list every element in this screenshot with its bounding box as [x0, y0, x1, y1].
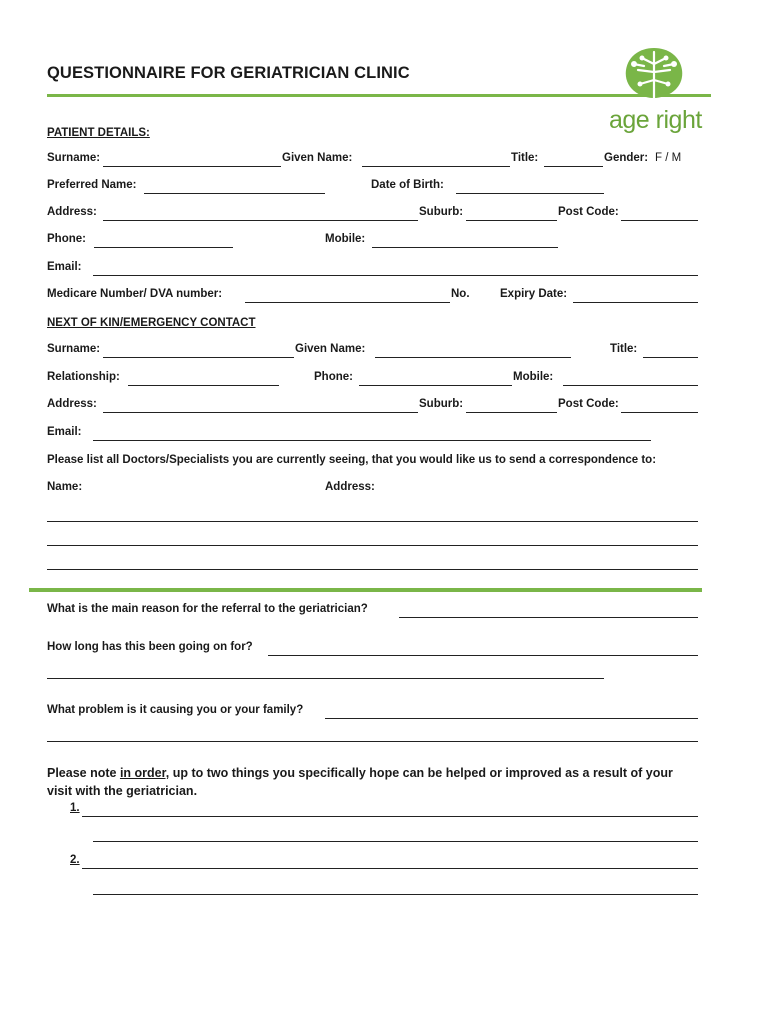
- note-suffix: up to two things you specifically hope can be helped or improved as a result of your: [169, 766, 673, 780]
- address-input[interactable]: [103, 206, 418, 221]
- kin-given-name-label: Given Name:: [295, 343, 366, 355]
- kin-section-heading: NEXT OF KIN/EMERGENCY CONTACT: [47, 317, 256, 329]
- kin-address-label: Address:: [47, 398, 97, 410]
- kin-title-label: Title:: [610, 343, 638, 355]
- doctors-prompt: Please list all Doctors/Specialists you are currently seeing, that you would like us to send a correspondence to:: [47, 454, 657, 466]
- hope-2-input[interactable]: [82, 854, 698, 869]
- kin-mobile-label: Mobile:: [513, 371, 554, 383]
- kin-mobile-input[interactable]: [563, 371, 698, 386]
- kin-email-input[interactable]: [93, 426, 651, 441]
- surname-input[interactable]: [103, 152, 281, 167]
- duration-input[interactable]: [268, 641, 698, 656]
- medicare-input[interactable]: [245, 288, 450, 303]
- title-input[interactable]: [544, 152, 603, 167]
- question-problem: What problem is it causing you or your family?: [47, 704, 304, 716]
- email-label: Email:: [47, 261, 82, 273]
- preferred-name-label: Preferred Name:: [47, 179, 137, 191]
- note-prefix: Please note: [47, 766, 120, 780]
- kin-suburb-input[interactable]: [466, 398, 557, 413]
- kin-suburb-label: Suburb:: [419, 398, 464, 410]
- brain-tree-icon: [604, 44, 704, 102]
- postcode-label: Post Code:: [558, 206, 619, 218]
- question-duration: How long has this been going on for?: [47, 641, 253, 653]
- title-label: Title:: [511, 152, 539, 164]
- gender-label: Gender:: [604, 152, 649, 164]
- question-referral-reason: What is the main reason for the referral to the geriatrician?: [47, 603, 368, 615]
- expiry-label: Expiry Date:: [500, 288, 568, 300]
- suburb-input[interactable]: [466, 206, 557, 221]
- preferred-name-input[interactable]: [144, 179, 325, 194]
- patient-section-heading: PATIENT DETAILS:: [47, 127, 150, 139]
- no-label: No.: [451, 288, 470, 300]
- doctor-line-2[interactable]: [47, 531, 698, 546]
- hope-1-input[interactable]: [82, 802, 698, 817]
- phone-label: Phone:: [47, 233, 86, 245]
- suburb-label: Suburb:: [419, 206, 464, 218]
- relationship-input[interactable]: [128, 371, 279, 386]
- mobile-input[interactable]: [372, 233, 558, 248]
- item-1-number: 1.: [70, 802, 80, 814]
- duration-input-line-2[interactable]: [47, 664, 604, 679]
- age-right-logo: [604, 44, 704, 144]
- expiry-input[interactable]: [573, 288, 698, 303]
- kin-given-name-input[interactable]: [375, 343, 571, 358]
- dob-label: Date of Birth:: [371, 179, 444, 191]
- kin-email-label: Email:: [47, 426, 82, 438]
- kin-address-input[interactable]: [103, 398, 418, 413]
- kin-phone-label: Phone:: [314, 371, 353, 383]
- postcode-input[interactable]: [621, 206, 698, 221]
- problem-input[interactable]: [325, 704, 698, 719]
- doctor-line-1[interactable]: [47, 507, 698, 522]
- phone-input[interactable]: [94, 233, 233, 248]
- page-title: QUESTIONNAIRE FOR GERIATRICIAN CLINIC: [47, 64, 410, 82]
- section-divider: [29, 588, 702, 592]
- hope-1-input-line-2[interactable]: [93, 827, 698, 842]
- kin-surname-label: Surname:: [47, 343, 101, 355]
- doctor-name-label: Name:: [47, 481, 83, 493]
- address-label: Address:: [47, 206, 97, 218]
- note-line-2: visit with the geriatrician.: [47, 784, 198, 798]
- gender-options[interactable]: F / M: [655, 152, 682, 164]
- note-underlined: in order,: [119, 766, 170, 780]
- relationship-label: Relationship:: [47, 371, 120, 383]
- kin-phone-input[interactable]: [359, 371, 512, 386]
- hope-2-input-line-2[interactable]: [93, 880, 698, 895]
- referral-reason-input[interactable]: [399, 603, 698, 618]
- doctor-address-label: Address:: [325, 481, 375, 493]
- kin-title-input[interactable]: [643, 343, 698, 358]
- medicare-label: Medicare Number/ DVA number:: [47, 288, 223, 300]
- note-line-1: [47, 766, 673, 780]
- item-2-number: 2.: [70, 854, 80, 866]
- kin-postcode-label: Post Code:: [558, 398, 619, 410]
- given-name-label: Given Name:: [282, 152, 353, 164]
- logo-text: age right: [609, 106, 702, 134]
- kin-surname-input[interactable]: [103, 343, 294, 358]
- problem-input-line-2[interactable]: [47, 727, 698, 742]
- given-name-input[interactable]: [362, 152, 510, 167]
- doctor-line-3[interactable]: [47, 555, 698, 570]
- surname-label: Surname:: [47, 152, 101, 164]
- dob-input[interactable]: [456, 179, 604, 194]
- email-input[interactable]: [93, 261, 698, 276]
- mobile-label: Mobile:: [325, 233, 366, 245]
- kin-postcode-input[interactable]: [621, 398, 698, 413]
